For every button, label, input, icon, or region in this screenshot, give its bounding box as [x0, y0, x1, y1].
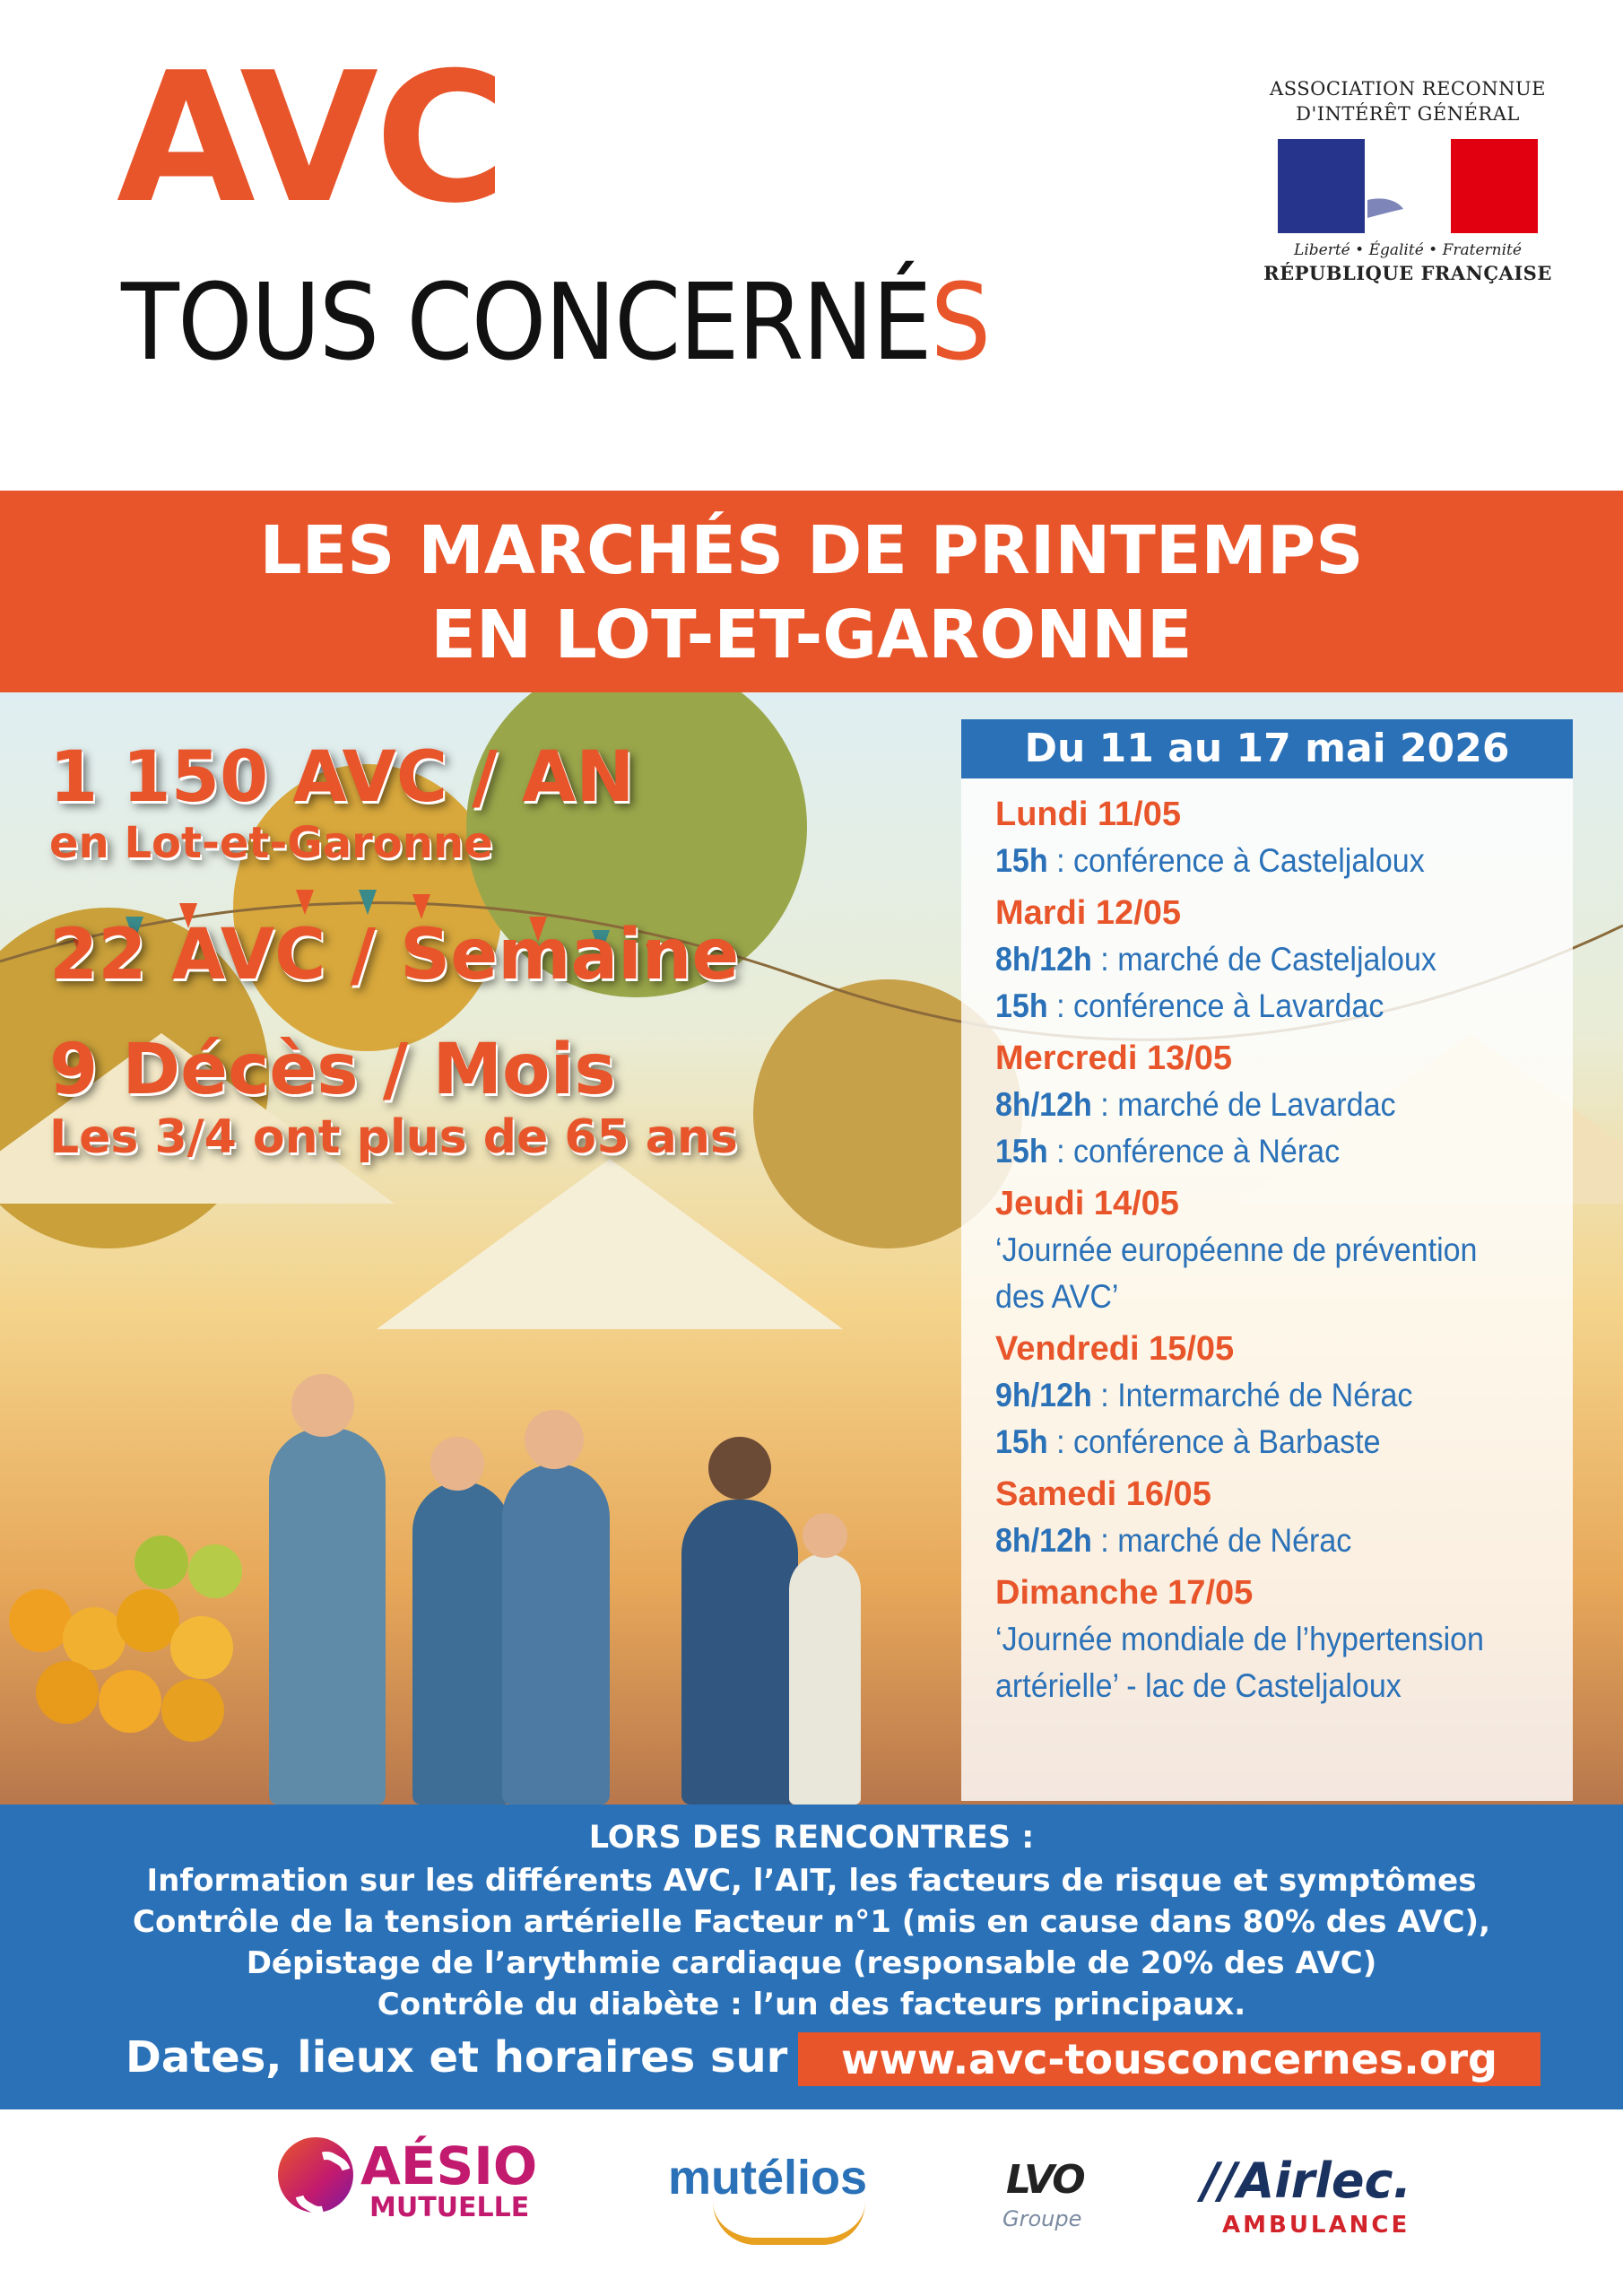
- logo-tagline-main: TOUS CONCERNÉ: [121, 260, 931, 384]
- lvo-logo-sub: Groupe: [1002, 2206, 1082, 2231]
- schedule-activity: : Intermarché de Nérac: [1091, 1377, 1413, 1413]
- schedule-activity: : conférence à Lavardac: [1047, 987, 1384, 1024]
- schedule-day-title: Dimanche 17/05: [995, 1574, 1254, 1612]
- schedule-activity: : conférence à Barbaste: [1047, 1423, 1381, 1460]
- schedule-time: 15h: [995, 1133, 1048, 1170]
- info-heading: LORS DES RENCONTRES :: [588, 1820, 1035, 1856]
- schedule-day-line: [995, 1663, 1523, 1709]
- marianne-flag-icon: [1278, 139, 1538, 233]
- schedule-day: [995, 1180, 1569, 1320]
- schedule-activity: des AVC’: [995, 1278, 1119, 1315]
- schedule-day-line: [995, 1227, 1523, 1274]
- banner-line2: EN LOT-ET-GARONNE: [430, 596, 1193, 674]
- stat-strokes-per-week: 22 AVC / Semaine: [49, 915, 740, 996]
- schedule-day-line: [995, 1616, 1523, 1663]
- logo-avc-title: AVC: [117, 34, 503, 243]
- stat-deaths-per-month: 9 Décès / Mois: [49, 1030, 616, 1110]
- aesio-logo-sub: MUTUELLE: [369, 2192, 530, 2223]
- schedule-activity: : conférence à Nérac: [1047, 1133, 1341, 1170]
- event-title-banner: [0, 491, 1623, 692]
- schedule-time: 15h: [995, 1423, 1048, 1460]
- schedule-day-title: Vendredi 15/05: [995, 1330, 1235, 1368]
- schedule-activity: ‘Journée européenne de prévention: [995, 1231, 1478, 1268]
- schedule-time: 15h: [995, 842, 1048, 879]
- schedule-day: [995, 1035, 1569, 1175]
- schedule-day: [995, 791, 1569, 884]
- schedule-day-title: Samedi 16/05: [995, 1475, 1211, 1513]
- schedule-day: [995, 1326, 1569, 1465]
- schedule-day-line: [995, 983, 1523, 1030]
- schedule-time: 8h/12h: [995, 941, 1092, 978]
- aesio-logo-name: AÉSIO: [360, 2135, 538, 2196]
- schedule-time: 8h/12h: [995, 1086, 1092, 1123]
- website-link[interactable]: www.avc-tousconcernes.org: [798, 2032, 1541, 2086]
- schedule-day: [995, 1471, 1569, 1564]
- schedule-day-line: [995, 936, 1523, 983]
- schedule-day-title: Mardi 12/05: [995, 894, 1181, 932]
- schedule-day-title: Jeudi 14/05: [995, 1185, 1179, 1222]
- airlec-logo-sub: AMBULANCE: [1222, 2212, 1410, 2239]
- info-line: Contrôle du diabète : l’un des facteurs principaux.: [377, 1987, 1246, 2022]
- cta-text: Dates, lieux et horaires sur: [126, 2032, 788, 2083]
- airlec-logo: //Airlec.: [1202, 2152, 1412, 2209]
- stat-age-note: Les 3/4 ont plus de 65 ans: [49, 1110, 738, 1164]
- schedule-time: 8h/12h: [995, 1522, 1092, 1559]
- date-range-label: Du 11 au 17 mai 2026: [961, 719, 1573, 778]
- schedule-activity: : marché de Nérac: [1091, 1522, 1352, 1559]
- association-line2: D'INTÉRÊT GÉNÉRAL: [1296, 103, 1520, 125]
- schedule-day-title: Mercredi 13/05: [995, 1039, 1233, 1077]
- schedule-day: [995, 890, 1569, 1030]
- schedule-day-line: [995, 1372, 1523, 1419]
- schedule-day-line: [995, 1518, 1523, 1564]
- info-line: Dépistage de l’arythmie cardiaque (responsable de 20% des AVC): [246, 1945, 1377, 1981]
- schedule-time: 15h: [995, 987, 1048, 1024]
- schedule-day-line: [995, 1082, 1523, 1128]
- banner-line1: LES MARCHÉS DE PRINTEMPS: [259, 512, 1364, 589]
- republic-motto: Liberté • Égalité • Fraternité: [1294, 241, 1522, 259]
- republique-francaise-logo: [1260, 76, 1556, 285]
- schedule-day: [995, 1570, 1569, 1709]
- schedule-day-line: [995, 1128, 1523, 1175]
- republic-name: RÉPUBLIQUE FRANÇAISE: [1263, 262, 1552, 284]
- schedule-activity: artérielle’ - lac de Casteljaloux: [995, 1667, 1402, 1704]
- logo-tagline: [121, 260, 990, 384]
- stat-strokes-per-year-location: en Lot-et-Garonne: [49, 818, 493, 868]
- schedule-time: 9h/12h: [995, 1377, 1092, 1413]
- logo-tagline-last-letter: S: [930, 260, 990, 384]
- info-line: Information sur les différents AVC, l’AIT, les facteurs de risque et symptômes: [146, 1863, 1477, 1899]
- info-line: Contrôle de la tension artérielle Facteur n°1 (mis en cause dans 80% des AVC),: [133, 1904, 1490, 1940]
- association-line1: ASSOCIATION RECONNUE: [1270, 78, 1546, 100]
- schedule-day-title: Lundi 11/05: [995, 796, 1181, 833]
- schedule-day-line: [995, 1274, 1523, 1320]
- schedule-activity: : conférence à Casteljaloux: [1047, 842, 1425, 879]
- schedule-activity: : marché de Casteljaloux: [1091, 941, 1436, 978]
- mutelios-logo: mutélios: [668, 2151, 868, 2205]
- aesio-logo-icon: [278, 2137, 353, 2213]
- schedule-day-line: [995, 1419, 1523, 1465]
- schedule-activity: ‘Journée mondiale de l’hypertension: [995, 1621, 1484, 1657]
- stat-strokes-per-year: 1 150 AVC / AN: [49, 737, 635, 818]
- schedule-activity: : marché de Lavardac: [1091, 1086, 1396, 1123]
- schedule-day-line: [995, 838, 1523, 884]
- schedule-list: [995, 791, 1569, 1715]
- lvo-logo: LVO: [1006, 2157, 1084, 2203]
- mutelios-arc-icon: [713, 2202, 865, 2245]
